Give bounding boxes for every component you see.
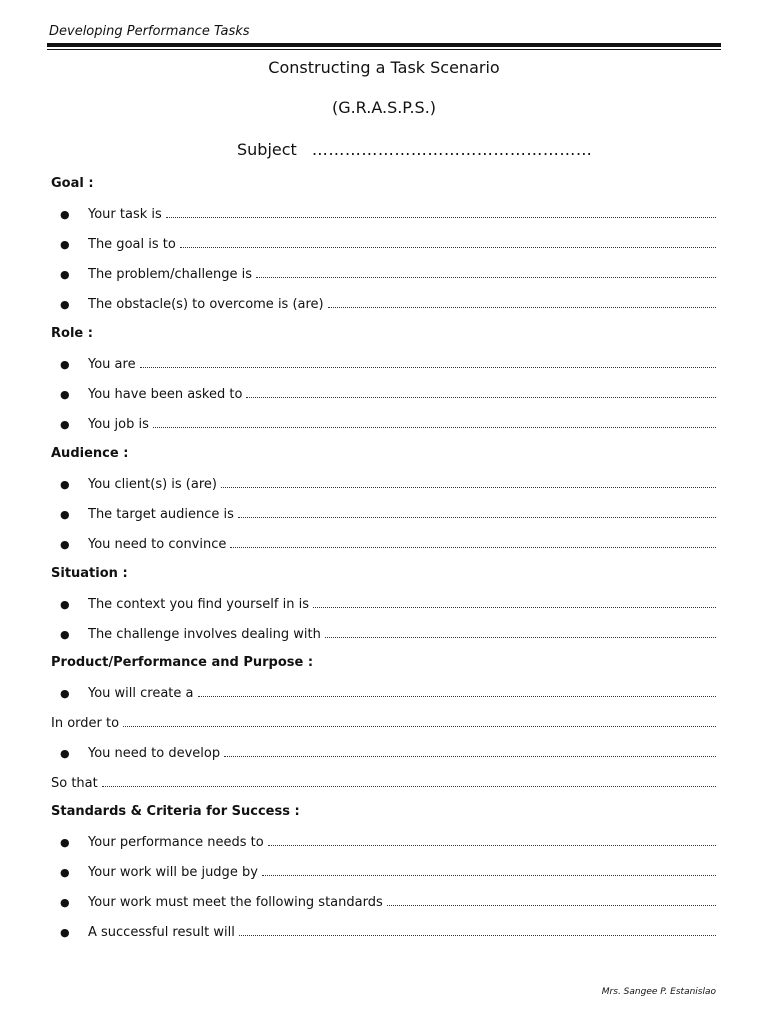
list-item bbox=[60, 893, 716, 913]
section-heading-goal: Goal : bbox=[51, 176, 94, 191]
prompt-label: The target audience is bbox=[88, 507, 234, 522]
prompt-label: You client(s) is (are) bbox=[88, 477, 217, 492]
prompt-label: You will create a bbox=[88, 686, 194, 701]
answer-blank[interactable] bbox=[123, 714, 716, 727]
prompt-label: The problem/challenge is bbox=[88, 267, 253, 282]
list-item bbox=[60, 535, 716, 555]
prompt-label: A successful result will bbox=[88, 925, 235, 940]
list-item bbox=[60, 265, 716, 285]
prompt-label: You have been asked to bbox=[88, 387, 243, 402]
prompt-label: You need to develop bbox=[88, 746, 221, 761]
answer-blank[interactable] bbox=[224, 744, 716, 757]
answer-blank[interactable] bbox=[256, 265, 716, 278]
list-item bbox=[60, 923, 716, 943]
list-item bbox=[60, 415, 716, 435]
prompt-label: The obstacle(s) to overcome is (are) bbox=[88, 297, 324, 312]
answer-blank[interactable] bbox=[268, 833, 716, 846]
bullet-icon: ● bbox=[60, 388, 70, 401]
subject-blank[interactable]: …………………………………………… bbox=[311, 140, 593, 159]
list-item bbox=[60, 863, 716, 883]
list-item bbox=[60, 205, 716, 225]
bullet-icon: ● bbox=[60, 747, 70, 760]
list-item bbox=[51, 714, 716, 734]
list-item bbox=[60, 355, 716, 375]
bullet-icon: ● bbox=[60, 478, 70, 491]
header-rule-thin bbox=[47, 49, 721, 50]
subject-label: Subject bbox=[237, 140, 297, 159]
answer-blank[interactable] bbox=[166, 205, 716, 218]
header-title: Developing Performance Tasks bbox=[49, 24, 250, 39]
bullet-icon: ● bbox=[60, 926, 70, 939]
answer-blank[interactable] bbox=[313, 595, 716, 608]
answer-blank[interactable] bbox=[262, 863, 716, 876]
bullet-icon: ● bbox=[60, 418, 70, 431]
bullet-icon: ● bbox=[60, 896, 70, 909]
answer-blank[interactable] bbox=[180, 235, 716, 248]
answer-blank[interactable] bbox=[140, 355, 716, 368]
list-item bbox=[60, 625, 716, 645]
list-item bbox=[60, 833, 716, 853]
list-item bbox=[60, 595, 716, 615]
bullet-icon: ● bbox=[60, 598, 70, 611]
list-item bbox=[51, 774, 716, 794]
section-heading-audience: Audience : bbox=[51, 446, 129, 461]
section-heading-role: Role : bbox=[51, 326, 93, 341]
answer-blank[interactable] bbox=[387, 893, 716, 906]
prompt-label: The challenge involves dealing with bbox=[88, 627, 321, 642]
prompt-label: Your performance needs to bbox=[88, 835, 264, 850]
bullet-icon: ● bbox=[60, 538, 70, 551]
bullet-icon: ● bbox=[60, 687, 70, 700]
prompt-label: You job is bbox=[88, 417, 149, 432]
answer-blank[interactable] bbox=[238, 505, 716, 518]
page-subtitle: (G.R.A.S.P.S.) bbox=[331, 98, 437, 117]
prompt-label: You are bbox=[88, 357, 136, 372]
bullet-icon: ● bbox=[60, 208, 70, 221]
list-item bbox=[60, 684, 716, 704]
prompt-label: In order to bbox=[51, 716, 120, 731]
prompt-label: You need to convince bbox=[88, 537, 227, 552]
bullet-icon: ● bbox=[60, 508, 70, 521]
bullet-icon: ● bbox=[60, 836, 70, 849]
list-item bbox=[60, 475, 716, 495]
answer-blank[interactable] bbox=[246, 385, 716, 398]
prompt-label: Your work must meet the following standards bbox=[88, 895, 383, 910]
subject-line bbox=[237, 140, 592, 159]
answer-blank[interactable] bbox=[153, 415, 716, 428]
footer-author: Mrs. Sangee P. Estanislao bbox=[601, 987, 716, 997]
prompt-label: Your task is bbox=[88, 207, 162, 222]
answer-blank[interactable] bbox=[230, 535, 716, 548]
bullet-icon: ● bbox=[60, 358, 70, 371]
section-heading-standards: Standards & Criteria for Success : bbox=[51, 804, 300, 819]
section-heading-situation: Situation : bbox=[51, 566, 128, 581]
answer-blank[interactable] bbox=[328, 295, 716, 308]
prompt-label: The goal is to bbox=[88, 237, 176, 252]
answer-blank[interactable] bbox=[325, 625, 716, 638]
list-item bbox=[60, 505, 716, 525]
list-item bbox=[60, 744, 716, 764]
answer-blank[interactable] bbox=[239, 923, 716, 936]
answer-blank[interactable] bbox=[198, 684, 716, 697]
bullet-icon: ● bbox=[60, 268, 70, 281]
bullet-icon: ● bbox=[60, 238, 70, 251]
section-heading-product: Product/Performance and Purpose : bbox=[51, 655, 314, 670]
answer-blank[interactable] bbox=[221, 475, 716, 488]
header-rule bbox=[47, 43, 721, 47]
bullet-icon: ● bbox=[60, 628, 70, 641]
list-item bbox=[60, 385, 716, 405]
prompt-label: So that bbox=[51, 776, 98, 791]
bullet-icon: ● bbox=[60, 866, 70, 879]
answer-blank[interactable] bbox=[102, 774, 716, 787]
bullet-icon: ● bbox=[60, 298, 70, 311]
prompt-label: The context you find yourself in is bbox=[88, 597, 309, 612]
list-item bbox=[60, 295, 716, 315]
list-item bbox=[60, 235, 716, 255]
page-title: Constructing a Task Scenario bbox=[268, 58, 500, 77]
prompt-label: Your work will be judge by bbox=[88, 865, 258, 880]
